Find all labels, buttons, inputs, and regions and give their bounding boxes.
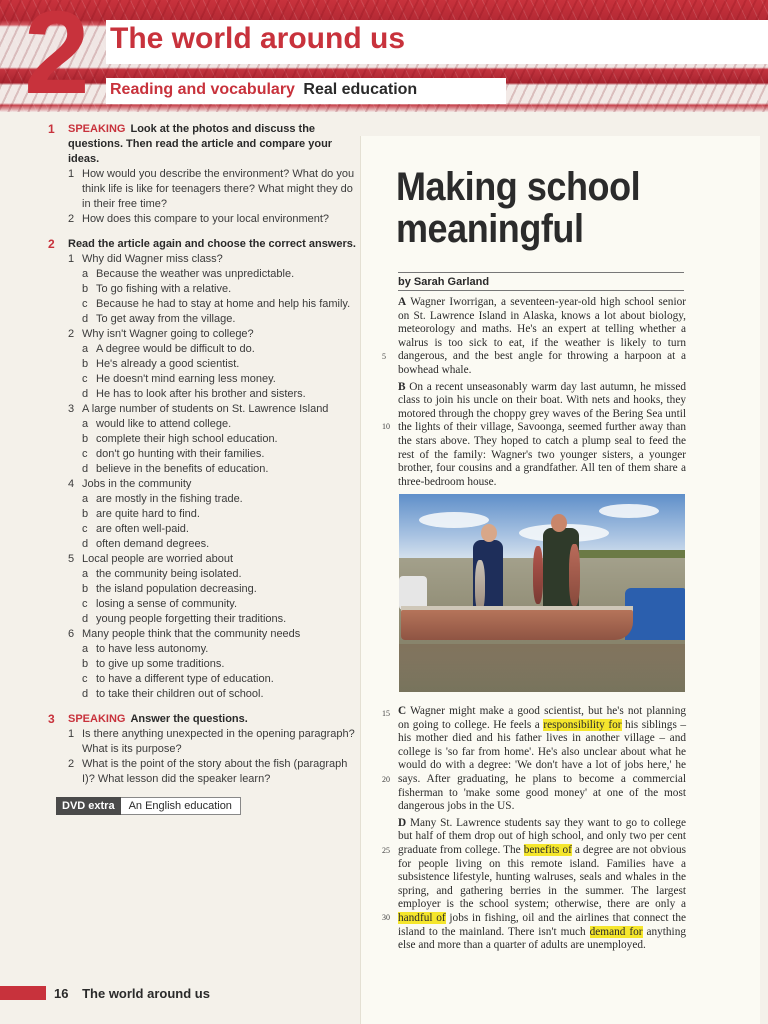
question-item — [68, 477, 358, 492]
question-text: How would you describe the environment? What do you think life is like for teenagers there? What might they do in their free time? — [82, 168, 355, 210]
option-text: to have a different type of education. — [96, 673, 274, 685]
byline-rule — [398, 290, 684, 291]
paragraph-text: a degree are not obvious for people living on this remote island. Families have a subsistence lifestyle, hunting walruses, seals and whales in the spring, and gathering berries in the summer. The largest employer is the school system; otherwise, there are only a — [398, 843, 687, 911]
question-item — [68, 327, 358, 342]
option-letter: a — [82, 343, 89, 355]
option-letter: b — [82, 283, 89, 295]
exercise-instruction: Look at the photos and discuss the questions. Then read the article and compare your ideas. — [68, 123, 333, 165]
paragraph-d — [398, 817, 686, 953]
question-number: 1 — [68, 253, 75, 265]
exercise-label: SPEAKING — [68, 713, 126, 725]
photo-fish — [533, 546, 543, 604]
answer-option — [82, 612, 358, 627]
option-text: complete their high school education. — [96, 433, 278, 445]
paragraph-text: Wagner might make a good scientist, but he's not planning on going to college. He feels a — [398, 705, 686, 731]
paragraph-letter: C — [398, 705, 407, 717]
option-text: to take their children out of school. — [96, 688, 264, 700]
page-number: 16 — [54, 986, 69, 1001]
paragraph-text: Many St. Lawrence students say they want to go to college but half of them drop out of high school, and only two per cent graduate from college. The — [398, 816, 686, 856]
question-item — [68, 402, 358, 417]
highlighted-phrase: handful of — [398, 911, 446, 924]
option-text: losing a sense of community. — [96, 598, 238, 610]
photo-shore — [579, 550, 685, 558]
answer-option — [82, 687, 358, 702]
question-item — [68, 167, 358, 212]
photo-person-right-head — [551, 514, 567, 532]
answer-option — [82, 297, 358, 312]
paragraph-c — [398, 705, 686, 814]
option-letter: d — [82, 313, 89, 325]
question-number: 3 — [68, 403, 75, 415]
option-text: often demand degrees. — [96, 538, 210, 550]
line-number: 15 — [382, 709, 390, 718]
exercise-2-questions — [48, 252, 358, 702]
question-number: 5 — [68, 553, 75, 565]
answer-option — [82, 357, 358, 372]
option-text: Because he had to stay at home and help his family. — [96, 298, 351, 310]
option-letter: b — [82, 583, 89, 595]
option-text: are often well-paid. — [96, 523, 189, 535]
line-number: 25 — [382, 846, 390, 855]
photo-boat — [401, 610, 633, 640]
option-text: young people forgetting their traditions. — [96, 613, 287, 625]
question-item — [68, 757, 358, 787]
option-letter: a — [82, 493, 89, 505]
option-letter: c — [82, 448, 88, 460]
paragraph-letter: A — [398, 296, 407, 308]
subtitle-skill: Reading and vocabulary — [110, 81, 295, 98]
question-number: 4 — [68, 478, 75, 490]
photo-outboard-motor — [399, 576, 427, 610]
option-letter: b — [82, 658, 89, 670]
article-headline: Making school meaningful — [396, 165, 641, 251]
option-text: the island population decreasing. — [96, 583, 257, 595]
option-text: would like to attend college. — [96, 418, 232, 430]
exercise-number: 3 — [48, 712, 55, 726]
exercise-3 — [48, 712, 358, 787]
question-text: Jobs in the community — [82, 478, 192, 490]
answer-option — [82, 282, 358, 297]
option-text: are mostly in the fishing trade. — [96, 493, 243, 505]
option-letter: d — [82, 688, 89, 700]
exercise-instruction: Answer the questions. — [130, 713, 248, 725]
question-text: How does this compare to your local environment? — [82, 213, 330, 225]
article-photo-fishermen — [399, 494, 685, 692]
question-item — [68, 727, 358, 757]
question-text: Why did Wagner miss class? — [82, 253, 223, 265]
answer-option — [82, 657, 358, 672]
highlighted-phrase: responsibility for — [543, 718, 622, 731]
highlighted-phrase: benefits of — [523, 843, 572, 856]
option-text: to have less autonomy. — [96, 643, 209, 655]
dvd-extra-box — [56, 797, 358, 815]
line-number: 10 — [382, 422, 390, 431]
exercise-1-heading — [48, 122, 358, 167]
exercise-1 — [48, 122, 358, 227]
photo-cloud — [599, 504, 659, 518]
question-number: 6 — [68, 628, 75, 640]
option-letter: b — [82, 433, 89, 445]
photo-fish — [569, 544, 580, 606]
exercise-instruction: Read the article again and choose the correct answers. — [68, 238, 356, 250]
question-text: Many people think that the community needs — [82, 628, 301, 640]
option-letter: b — [82, 508, 89, 520]
paragraph-text: Wagner Iworrigan, a seventeen-year-old high school senior on St. Lawrence Island in Alaska, knows a lot about biology, meteorology and maths. He's an expert at telling whether a walrus is too sick to eat, if the weather is likely to turn dangerous, and the best angle for throwing a harpoon at a bowhead whale. — [398, 296, 686, 376]
option-letter: c — [82, 298, 88, 310]
paragraph-text: jobs in fishing, oil and the airlines that connect the island to the mainland. There isn't much — [398, 911, 686, 938]
answer-option — [82, 312, 358, 327]
option-text: the community being isolated. — [96, 568, 242, 580]
page-title: The world around us — [110, 22, 406, 55]
exercise-instruction-wrap — [68, 122, 358, 167]
option-letter: c — [82, 373, 88, 385]
unit-header — [0, 0, 768, 112]
option-text: He doesn't mind earning less money. — [96, 373, 276, 385]
answer-option — [82, 567, 358, 582]
exercise-number: 1 — [48, 122, 55, 136]
question-item — [68, 552, 358, 567]
paragraph-b — [398, 381, 686, 490]
option-text: He's already a good scientist. — [96, 358, 240, 370]
answer-option — [82, 597, 358, 612]
option-letter: d — [82, 388, 89, 400]
option-text: Because the weather was unpredictable. — [96, 268, 295, 280]
question-number: 2 — [68, 758, 75, 770]
question-number: 1 — [68, 168, 75, 180]
answer-option — [82, 507, 358, 522]
answer-option — [82, 642, 358, 657]
option-letter: d — [82, 463, 89, 475]
option-text: don't go hunting with their families. — [96, 448, 265, 460]
line-number: 30 — [382, 913, 390, 922]
option-letter: c — [82, 598, 88, 610]
question-number: 2 — [68, 328, 75, 340]
question-text: Local people are worried about — [82, 553, 234, 565]
exercise-instruction-wrap — [68, 712, 248, 727]
option-text: A degree would be difficult to do. — [96, 343, 255, 355]
byline-rule — [398, 272, 684, 273]
photo-fish — [475, 560, 485, 612]
exercise-3-heading — [48, 712, 358, 727]
option-letter: a — [82, 568, 89, 580]
highlighted-phrase: demand for — [589, 925, 643, 938]
photo-blue-tarp — [625, 588, 685, 640]
question-item — [68, 627, 358, 642]
dvd-extra-text: An English education — [121, 797, 241, 815]
footer-bar — [0, 986, 46, 1000]
question-number: 1 — [68, 728, 75, 740]
option-letter: b — [82, 358, 89, 370]
option-text: To go fishing with a relative. — [96, 283, 232, 295]
option-letter: a — [82, 268, 89, 280]
answer-option — [82, 267, 358, 282]
exercise-label: SPEAKING — [68, 123, 126, 135]
paragraph-text: On a recent unseasonably warm day last autumn, he missed class to join his uncle on their boat. With nets and hooks, they motored through the choppy grey waves of the Bering Sea until the lights of their village, Savoonga, seemed further away than the stars above. They hoped to catch a plump seal to feed the rest of the family: Wagner's two younger sisters, a younger brother, four cousins and a grandfather. All ten of them share a three-bedroom house. — [398, 380, 686, 488]
paragraph-a — [398, 296, 686, 378]
question-text: A large number of students on St. Lawrence Island — [82, 403, 329, 415]
subtitle-topic: Real education — [303, 81, 418, 98]
option-text: believe in the benefits of education. — [96, 463, 269, 475]
article-bottom-text — [398, 705, 686, 956]
paragraph-text: his siblings – his mother died and his father lives in another village – and college is 'so far from home'. He's also unclear about what he would do with a degree: 'We don't have a lot of jobs here,' he says. After graduating, he plans to become a commercial fisherman to 'make some good money' at one of the most dangerous jobs in the US. — [398, 718, 687, 813]
answer-option — [82, 342, 358, 357]
question-text: Why isn't Wagner going to college? — [82, 328, 254, 340]
photo-reflection — [399, 644, 685, 692]
answer-option — [82, 432, 358, 447]
answer-option — [82, 462, 358, 477]
paragraph-text: anything else and more than a quarter of adults are unemployed. — [398, 925, 686, 952]
footer-title: The world around us — [82, 986, 210, 1001]
line-number: 5 — [382, 352, 386, 361]
photo-cloud — [419, 512, 489, 528]
section-subtitle — [110, 81, 417, 99]
article-byline: by Sarah Garland — [398, 276, 490, 288]
option-letter: c — [82, 673, 88, 685]
line-number: 20 — [382, 775, 390, 784]
question-item — [68, 252, 358, 267]
question-text: What is the point of the story about the fish (paragraph I)? What lesson did the speaker learn? — [82, 758, 348, 785]
exercise-number: 2 — [48, 237, 55, 251]
answer-option — [82, 417, 358, 432]
exercises-column — [48, 122, 358, 815]
option-text: To get away from the village. — [96, 313, 236, 325]
exercise-1-questions — [48, 167, 358, 227]
dvd-extra-label: DVD extra — [56, 797, 121, 815]
answer-option — [82, 387, 358, 402]
option-text: He has to look after his brother and sisters. — [96, 388, 306, 400]
option-letter: a — [82, 418, 89, 430]
exercise-2 — [48, 237, 358, 702]
option-text: to give up some traditions. — [96, 658, 225, 670]
option-letter: a — [82, 643, 89, 655]
option-letter: c — [82, 523, 88, 535]
article-top-text — [398, 296, 686, 492]
paragraph-letter: B — [398, 380, 406, 393]
paragraph-letter: D — [398, 816, 407, 829]
answer-option — [82, 522, 358, 537]
answer-option — [82, 672, 358, 687]
answer-option — [82, 447, 358, 462]
photo-person-left-head — [481, 524, 497, 542]
question-text: Is there anything unexpected in the opening paragraph? What is its purpose? — [82, 728, 355, 755]
answer-option — [82, 582, 358, 597]
question-item — [68, 212, 358, 227]
page-footer — [54, 986, 210, 1001]
answer-option — [82, 537, 358, 552]
question-number: 2 — [68, 213, 75, 225]
unit-number: 2 — [24, 0, 86, 112]
exercise-2-heading — [48, 237, 358, 252]
exercise-3-questions — [48, 727, 358, 787]
answer-option — [82, 372, 358, 387]
answer-option — [82, 492, 358, 507]
option-text: are quite hard to find. — [96, 508, 200, 520]
option-letter: d — [82, 538, 89, 550]
option-letter: d — [82, 613, 89, 625]
